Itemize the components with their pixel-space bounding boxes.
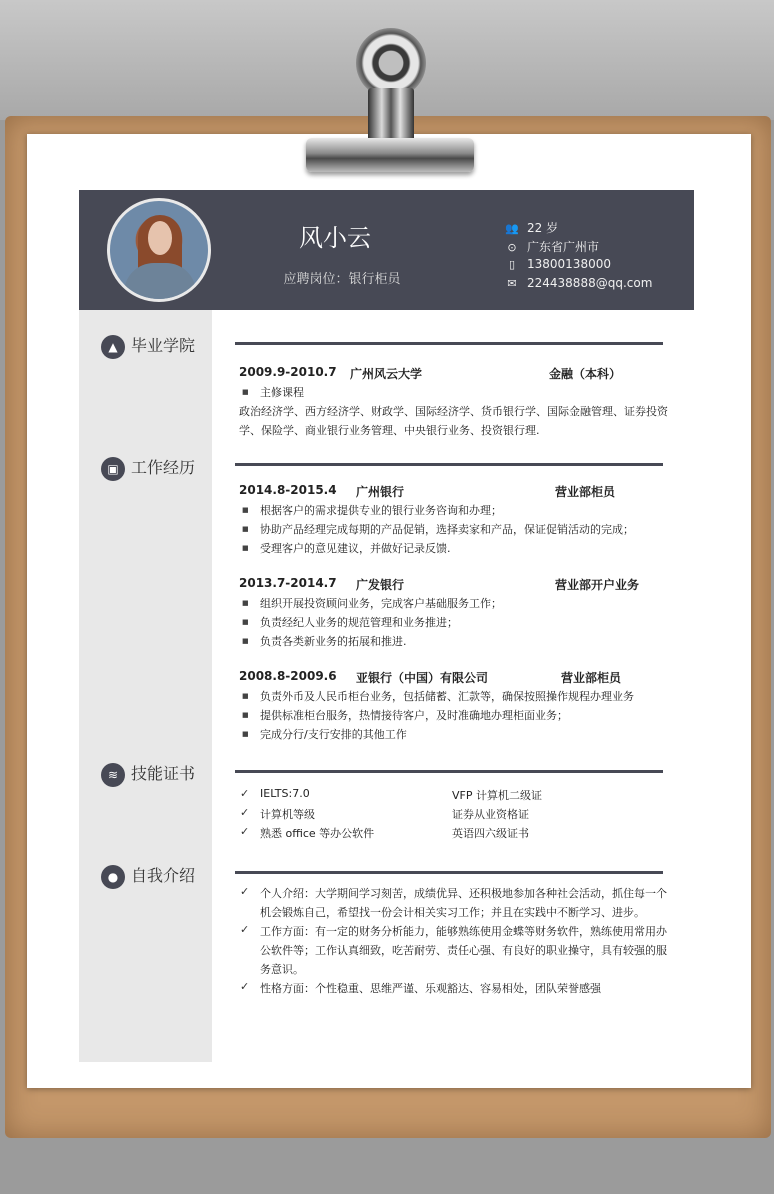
course-label: ■ 主修课程 <box>260 384 304 400</box>
email-row <box>505 276 652 290</box>
job-item: ■ 提供标准柜台服务，热情接待客户，及时准确地办理柜面业务； <box>260 707 568 723</box>
job-item: ■ 协助产品经理完成每期的产品促销，选择卖家和产品，保证促销活动的完成； <box>260 521 634 537</box>
skill-item: ✓ 计算机等级 <box>260 806 315 822</box>
phone-icon: ▯ <box>508 258 516 271</box>
education-major: 金融（本科） <box>549 367 622 381</box>
education-rule <box>235 342 663 345</box>
job-role: 营业部柜员 <box>561 671 622 685</box>
courses-line: 政治经济学、西方经济学、财政学、国际经济学、货币银行学、国际金融管理、证券投资 <box>239 405 668 418</box>
skill-item: VFP 计算机二级证 <box>452 789 542 802</box>
person-icon: ● <box>101 865 125 889</box>
work-title: ▣ 工作经历 <box>101 455 195 481</box>
job-period: 2014.8-2015.4 <box>239 483 337 497</box>
location-text: 广东省广州市 <box>527 240 600 254</box>
job-item: ■ 组织开展投资顾问业务，完成客户基础服务工作； <box>260 595 502 611</box>
education-title: ▲ 毕业学院 <box>101 333 195 359</box>
job-role: 营业部开户业务 <box>555 578 640 592</box>
intro-line: ✓ 个人介绍：大学期间学习刻苦，成绩优异、还积极地参加各种社会活动，抓住每一个 <box>260 885 667 901</box>
job-item: ■ 受理客户的意见建议，并做好记录反馈. <box>260 540 451 556</box>
job-period: 2013.7-2014.7 <box>239 576 337 590</box>
graduation-icon: ▲ <box>101 335 125 359</box>
avatar <box>107 198 211 302</box>
intro-line: ✓ 性格方面：个性稳重、思维严谨、乐观豁达、容易相处，团队荣誉感强 <box>260 980 601 996</box>
intro-rule <box>235 871 663 874</box>
job-company: 亚银行（中国）有限公司 <box>356 671 489 685</box>
intro-line: 机会锻炼自己，希望找一份会计相关实习工作；并且在实践中不断学习、进步。 <box>260 906 645 919</box>
clip-base <box>306 138 474 172</box>
applied-position: 应聘岗位：银行柜员 <box>283 272 401 287</box>
location-icon: ⊙ <box>507 241 517 254</box>
intro-title: ● 自我介绍 <box>101 863 195 889</box>
email-text: 224438888@qq.com <box>527 276 653 290</box>
courses-line: 学、保险学、商业银行业务管理、中央银行业务、投资银行理. <box>239 424 540 437</box>
intro-line: ✓ 工作方面：有一定的财务分析能力，能够熟练使用金蝶等财务软件，熟练使用常用办 <box>260 923 667 939</box>
location-row <box>505 238 599 255</box>
phone-text: 13800138000 <box>527 257 611 271</box>
age-row <box>505 219 558 236</box>
job-item: ■ 负责各类新业务的拓展和推进. <box>260 633 407 649</box>
skill-item: ✓ IELTS:7.0 <box>260 787 310 800</box>
intro-line: 公软件等；工作认真细致，吃苦耐劳、责任心强、有良好的职业操守，具有较强的服 <box>260 944 667 957</box>
job-item: ■ 负责外币及人民币柜台业务，包括储蓄、汇款等，确保按照操作规程办理业务 <box>260 688 634 704</box>
education-school: 广州风云大学 <box>350 367 423 381</box>
user-icon: 👥 <box>505 222 519 235</box>
skill-item: ✓ 熟悉 office 等办公软件 <box>260 825 374 841</box>
skills-rule <box>235 770 663 773</box>
job-role: 营业部柜员 <box>555 485 616 499</box>
candidate-name: 风小云 <box>299 224 371 252</box>
job-company: 广发银行 <box>356 578 405 592</box>
skill-item: 证券从业资格证 <box>452 808 529 821</box>
sidebar <box>79 310 212 1062</box>
skill-item: 英语四六级证书 <box>452 827 529 840</box>
layers-icon: ≋ <box>101 763 125 787</box>
briefcase-icon: ▣ <box>101 457 125 481</box>
education-period: 2009.9-2010.7 <box>239 365 337 379</box>
job-company: 广州银行 <box>356 485 405 499</box>
work-rule <box>235 463 663 466</box>
job-item: ■ 负责经纪人业务的规范管理和业务推进； <box>260 614 458 630</box>
job-item: ■ 根据客户的需求提供专业的银行业务咨询和办理； <box>260 502 502 518</box>
job-item: ■ 完成分行/支行安排的其他工作 <box>260 726 407 742</box>
age-text: 22 岁 <box>527 221 559 235</box>
skills-title: ≋ 技能证书 <box>101 761 195 787</box>
phone-row <box>505 257 611 271</box>
email-icon: ✉ <box>507 277 517 290</box>
intro-line: 务意识。 <box>260 963 304 976</box>
job-period: 2008.8-2009.6 <box>239 669 337 683</box>
